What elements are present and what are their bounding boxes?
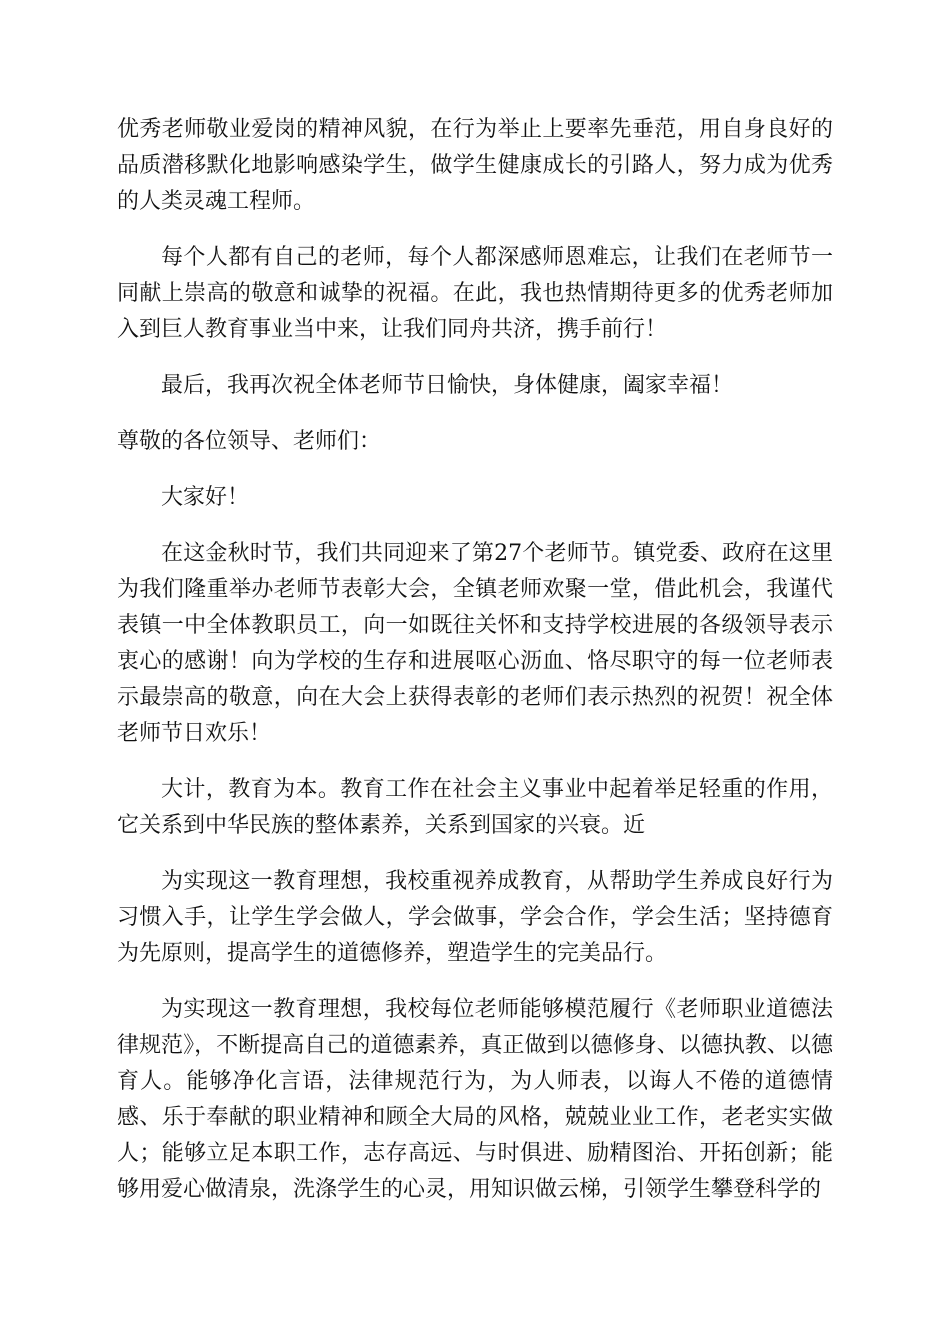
paragraph-3: 最后，我再次祝全体老师节日愉快，身体健康，阖家幸福！ xyxy=(161,373,734,398)
paragraph-2: 每个人都有自己的老师，每个人都深感师恩难忘，让我们在老师节一同献上崇高的敬意和诚挚的祝福。在此，我也热情期待更多的优秀老师加入到巨人教育事业当中来，让我们同舟共济，携手前行！ xyxy=(117,245,833,342)
paragraph-8: 为实现这一教育理想，我校重视养成教育，从帮助学生养成良好行为习惯入手，让学生学会做人，学会做事，学会合作，学会生活；坚持德育为先原则，提高学生的道德修养，塑造学生的完美品行。 xyxy=(117,869,833,966)
salutation: 尊敬的各位领导、老师们： xyxy=(117,429,382,454)
paragraph-1: 优秀老师敬业爱岗的精神风貌，在行为举止上要率先垂范，用自身良好的品质潜移默化地影响感染学生，做学生健康成长的引路人，努力成为优秀的人类灵魂工程师。 xyxy=(117,117,833,214)
greeting: 大家好！ xyxy=(161,485,250,510)
paragraph-9: 为实现这一教育理想，我校每位老师能够模范履行《老师职业道德法律规范》，不断提高自己的道德素养，真正做到以德修身、以德执教、以德育人。能够净化言语，法律规范行为，为人师表，以诲人不倦的道德情感、乐于奉献的职业精神和顾全大局的风格，兢兢业业工作，老老实实做人；能够立足本职工作，志存高远、与时俱进、励精图治、开拓创新；能够用爱心做清泉，洗涤学生的心灵，用知识做云梯，引领学生攀登科学的 xyxy=(117,997,833,1202)
document-page xyxy=(117,112,833,1228)
paragraph-7: 大计，教育为本。教育工作在社会主义事业中起着举足轻重的作用，它关系到中华民族的整体素养，关系到国家的兴衰。近 xyxy=(117,777,833,838)
paragraph-6: 在这金秋时节，我们共同迎来了第27个老师节。镇党委、政府在这里为我们隆重举办老师节表彰大会，全镇老师欢聚一堂，借此机会，我谨代表镇一中全体教职员工，向一如既往关怀和支持学校进展的各级领导表示衷心的感谢！向为学校的生存和进展呕心沥血、恪尽职守的每一位老师表示最崇高的敬意，向在大会上获得表彰的老师们表示热烈的祝贺！祝全体老师节日欢乐！ xyxy=(117,541,833,746)
